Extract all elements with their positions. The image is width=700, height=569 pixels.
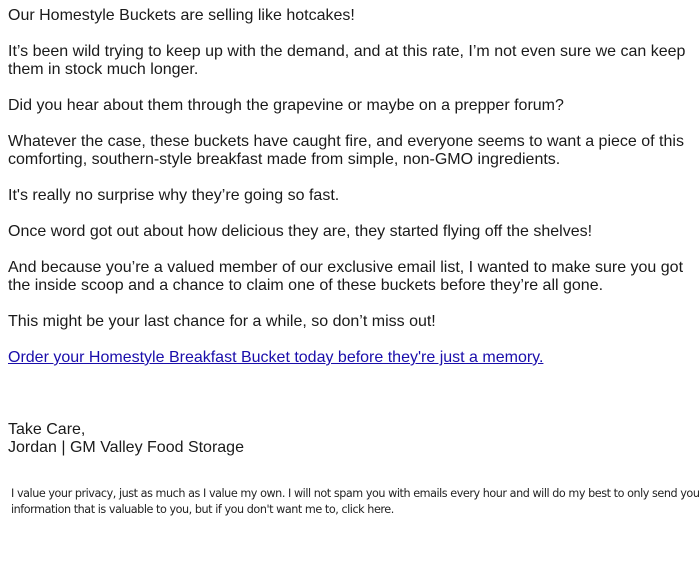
paragraph-valued-member: And because you’re a valued member of our exclusive email list, I wanted to make sure you got the inside scoop and a chance to claim one of these buckets before they’re all gone. (8, 259, 684, 294)
paragraph-caught-fire: Whatever the case, these buckets have caught fire, and everyone seems to want a piece of this comforting, southern-style breakfast made from simple, non-GMO ingredients. (8, 133, 684, 168)
paragraph-word-got-out: Once word got out about how delicious they are, they started flying off the shelves! (8, 223, 593, 240)
paragraph-last-chance: This might be your last chance for a while, so don’t miss out! (8, 313, 436, 330)
cta-paragraph (8, 349, 692, 367)
paragraph-grapevine: Did you hear about them through the grapevine or maybe on a prepper forum? (8, 97, 564, 114)
paragraph-demand: It’s been wild trying to keep up with the demand, and at this rate, I’m not even sure we can keep them in stock much longer. (8, 43, 686, 78)
paragraph-no-surprise: It's really no surprise why they’re going so fast. (8, 187, 340, 204)
privacy-footer-line-2[interactable]: information that is valuable to you, but if you don't want me to, click here. (11, 503, 394, 516)
email-body (8, 7, 700, 518)
order-bucket-link[interactable]: Order your Homestyle Breakfast Bucket today before they're just a memory. (8, 349, 544, 366)
signature: Jordan | GM Valley Food Storage (8, 439, 244, 456)
paragraph-intro: Our Homestyle Buckets are selling like hotcakes! (8, 7, 355, 24)
privacy-footer (8, 486, 700, 518)
privacy-footer-line-1: I value your privacy, just as much as I value my own. I will not spam you with emails every hour and will do my best to only send you (11, 487, 700, 500)
spacer (8, 385, 692, 421)
signoff: Take Care, (8, 421, 86, 438)
